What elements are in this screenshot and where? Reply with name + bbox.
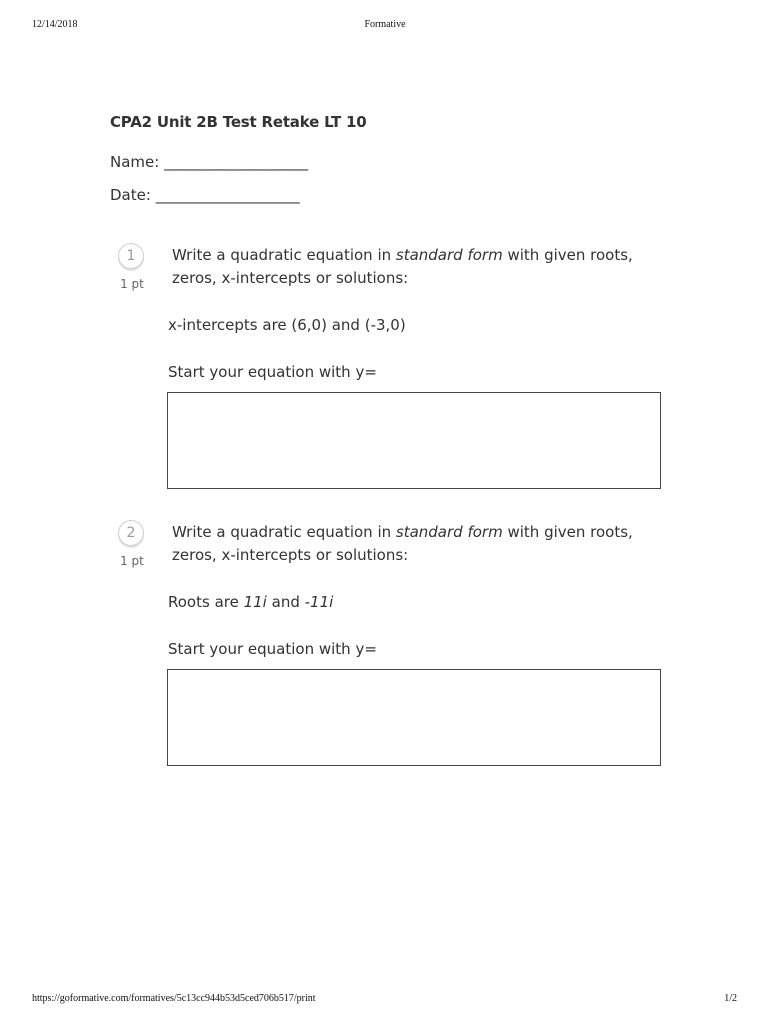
answer-box[interactable] bbox=[167, 392, 661, 489]
name-field bbox=[110, 153, 307, 171]
date-label: Date: bbox=[110, 186, 151, 204]
name-label: Name: bbox=[110, 153, 160, 171]
question-points: 1 pt bbox=[120, 277, 144, 291]
instruction-text: Start your equation with y= bbox=[168, 640, 377, 658]
prompt-text-cont: with given roots, zeros, x-intercepts or solutions: bbox=[172, 523, 633, 564]
print-page-title: Formative bbox=[364, 19, 406, 30]
question-number-badge: 1 bbox=[118, 243, 144, 269]
date-field bbox=[110, 186, 299, 204]
answer-box[interactable] bbox=[167, 669, 661, 766]
prompt-text: Write a quadratic equation in bbox=[172, 523, 396, 541]
given-middle: and bbox=[266, 593, 305, 611]
date-blank: ______________________ bbox=[155, 186, 299, 204]
given-intercepts: x-intercepts are (6,0) and (-3,0) bbox=[168, 316, 406, 334]
prompt-emphasis: standard form bbox=[395, 246, 503, 264]
question-points: 1 pt bbox=[120, 554, 144, 568]
prompt-text-cont: with given roots, zeros, x-intercepts or solutions: bbox=[172, 246, 633, 287]
document-title: CPA2 Unit 2B Test Retake LT 10 bbox=[110, 113, 367, 131]
given-prefix: Roots are bbox=[168, 593, 244, 611]
root-two: -11i bbox=[304, 593, 334, 611]
prompt-text: Write a quadratic equation in bbox=[172, 246, 396, 264]
question-prompt bbox=[168, 521, 668, 661]
prompt-emphasis: standard form bbox=[395, 523, 503, 541]
given-roots bbox=[168, 591, 668, 614]
print-date: 12/14/2018 bbox=[32, 19, 78, 30]
print-url: https://goformative.com/formatives/5c13cc944b53d5ced706b517/print bbox=[32, 993, 316, 1004]
name-blank: ______________________ bbox=[164, 153, 308, 171]
question-number-badge: 2 bbox=[118, 520, 144, 546]
instruction-text: Start your equation with y= bbox=[168, 363, 377, 381]
question-prompt bbox=[168, 244, 668, 384]
root-one: 11i bbox=[243, 593, 267, 611]
print-page-number: 1/2 bbox=[724, 993, 737, 1004]
